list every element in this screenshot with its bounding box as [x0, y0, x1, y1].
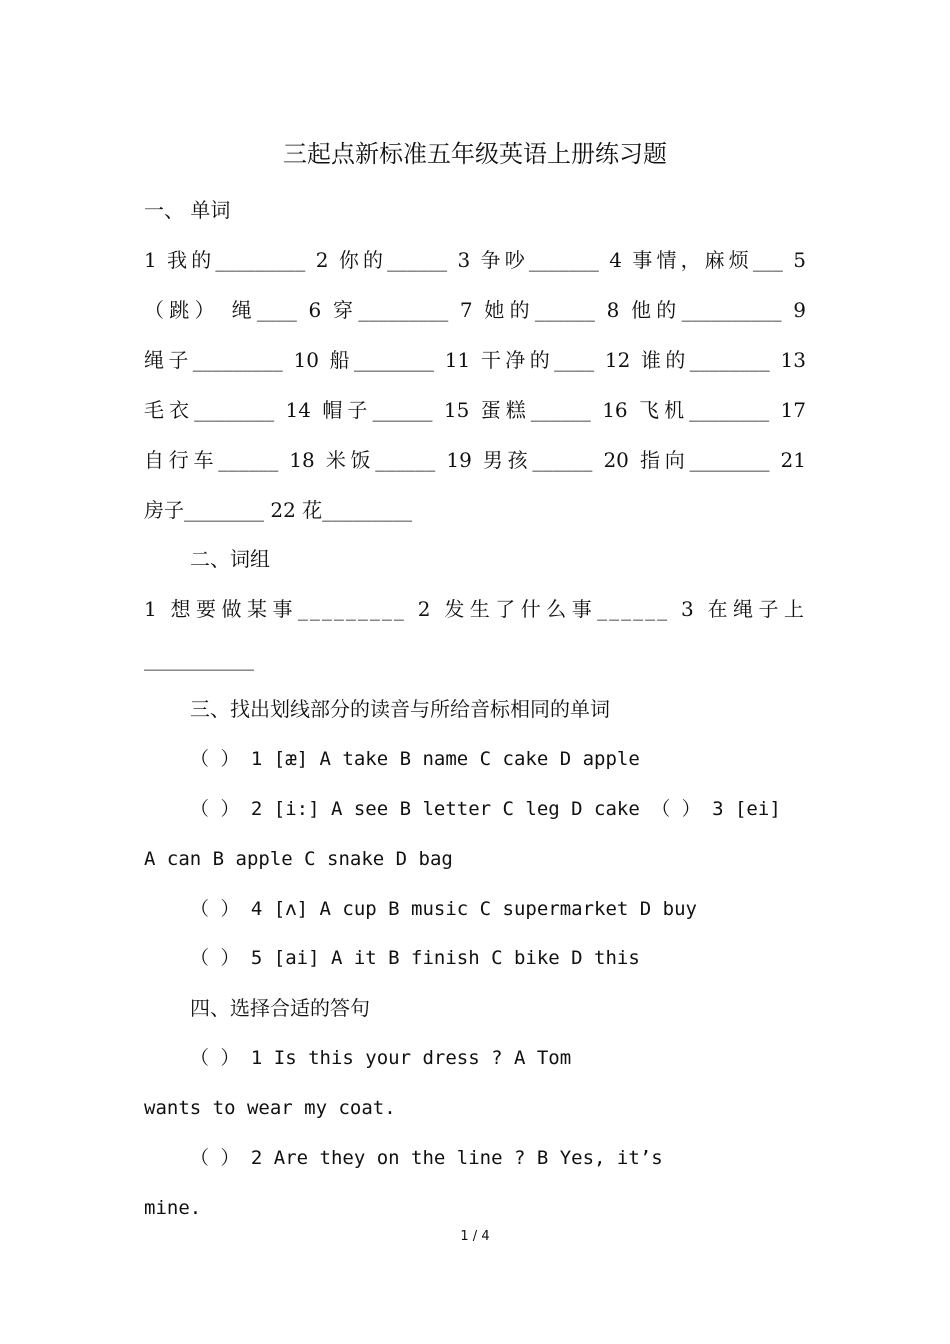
phonetics-question-2-3: （ ） 2 [i:] A see B letter C leg D cake （ ） 3 [ei] [190, 798, 781, 820]
phrase-line-2: ___________ [144, 647, 254, 671]
vocab-line-4: 毛衣________ 14 帽子______ 15 蛋糕______ 16 飞机________ 17 [144, 398, 806, 422]
phonetics-question-5: （ ） 5 [ai] A it B finish C bike D this [190, 947, 640, 969]
vocab-line-1: 1 我的_________ 2 你的______ 3 争吵_______ 4 事情，麻烦___ 5 [144, 248, 806, 272]
response-question-1: （ ） 1 Is this your dress ? A Tom [190, 1047, 572, 1069]
section-heading-phrases: 二、词组 [190, 547, 270, 571]
phonetics-question-4: （ ） 4 [ʌ] A cup B music C supermarket D buy [190, 898, 697, 920]
phonetics-question-3-options: A can B apple C snake D bag [144, 848, 453, 870]
vocab-line-3: 绳子_________ 10 船________ 11 干净的____ 12 谁的________ 13 [144, 348, 806, 372]
section-heading-words: 一、 单词 [144, 198, 231, 222]
response-question-2-cont: mine. [144, 1197, 202, 1219]
page-number: 1 / 4 [460, 1229, 490, 1244]
vocab-line-5: 自行车______ 18 米饭______ 19 男孩______ 20 指向________ 21 [144, 448, 806, 472]
phonetics-question-1: （ ） 1 [æ] A take B name C cake D apple [190, 748, 640, 770]
phrase-line-1: 1 想要做某事_________ 2 发生了什么事______ 3 在绳子上 [144, 597, 806, 621]
page-title: 三起点新标准五年级英语上册练习题 [283, 140, 667, 168]
vocab-line-6: 房子________ 22 花_________ [144, 498, 413, 522]
response-question-2: （ ） 2 Are they on the line ? B Yes, it’s [190, 1147, 663, 1169]
vocab-line-2: （跳） 绳____ 6 穿_________ 7 她的______ 8 他的__________ 9 [144, 298, 806, 322]
section-heading-phonetics: 三、找出划线部分的读音与所给音标相同的单词 [190, 697, 610, 721]
response-question-1-cont: wants to wear my coat. [144, 1097, 396, 1119]
section-heading-responses: 四、选择合适的答句 [190, 996, 370, 1020]
